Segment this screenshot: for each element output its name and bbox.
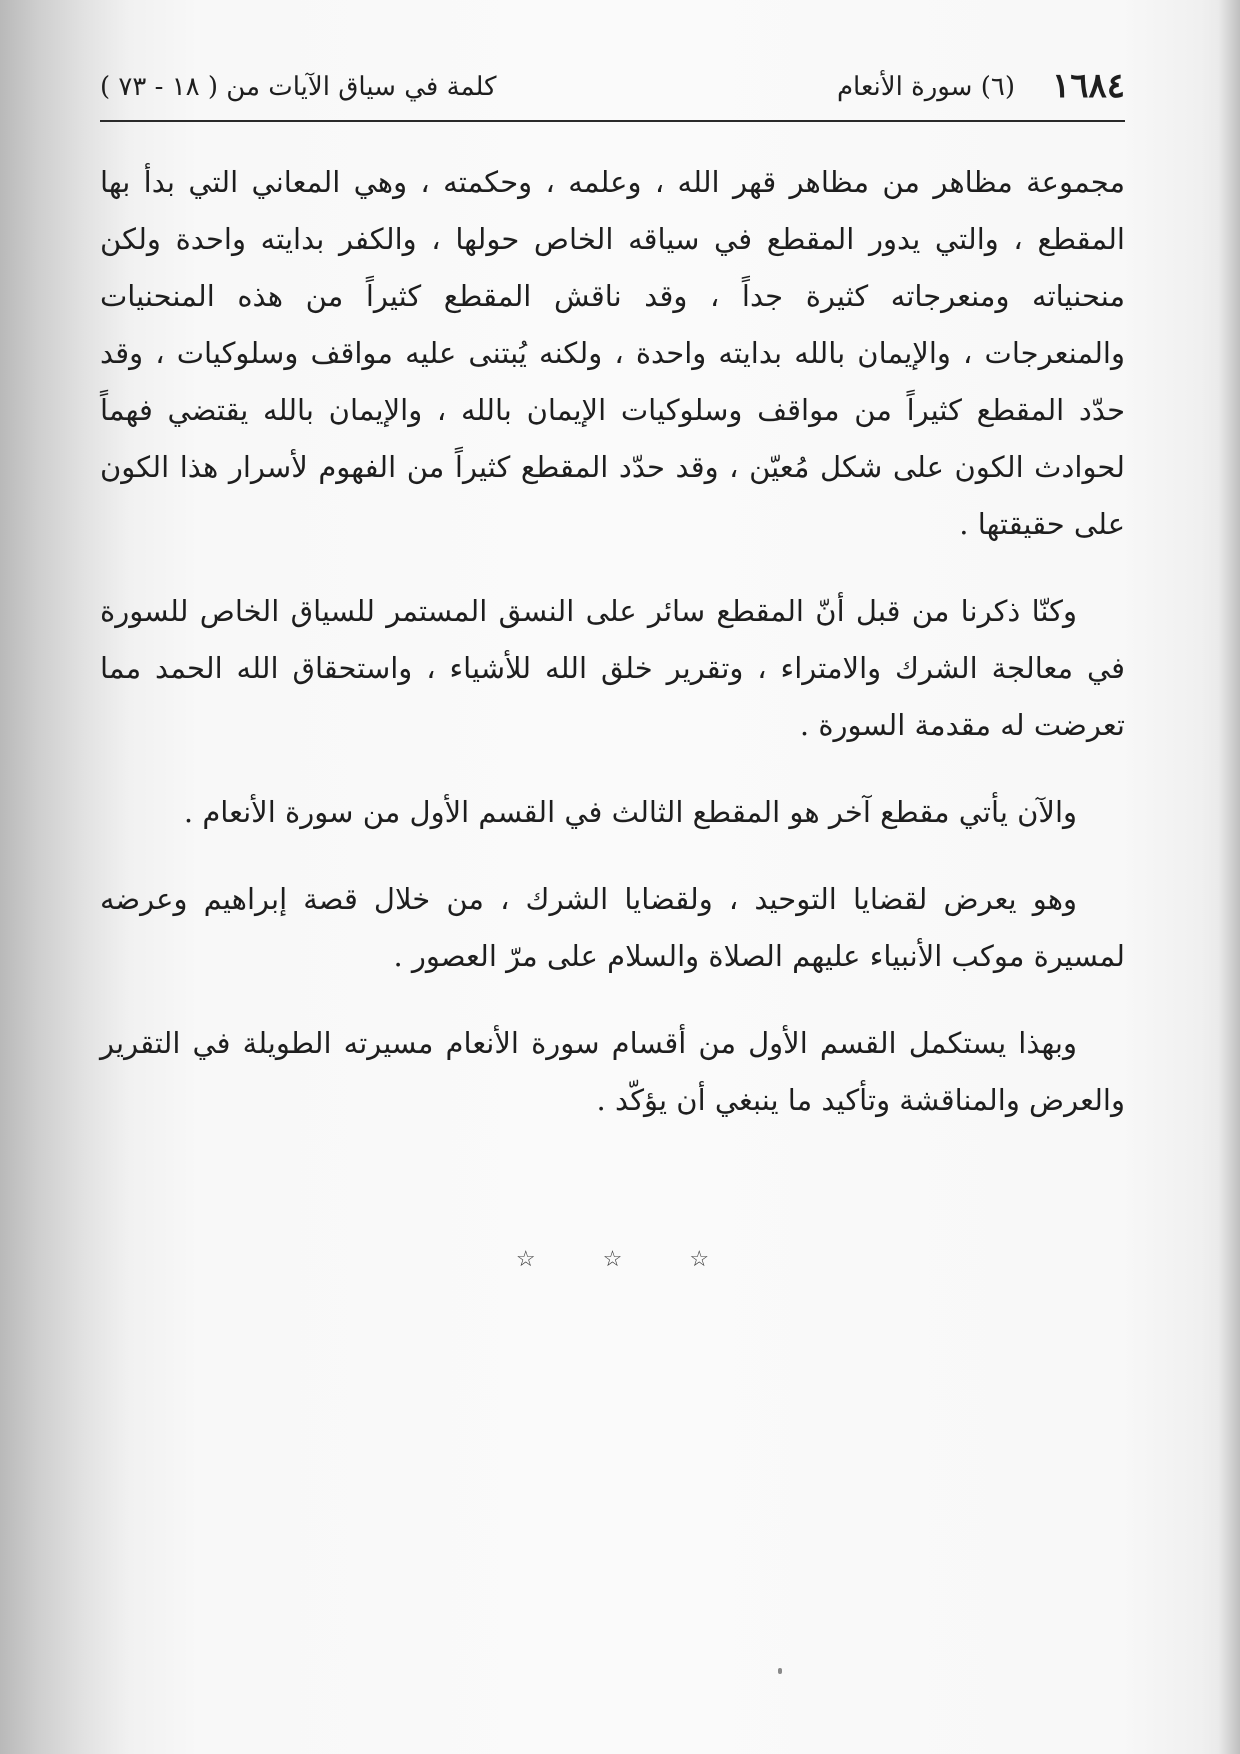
- section-label: كلمة في سياق الآيات من ( ١٨ - ٧٣ ): [100, 72, 497, 102]
- paragraph-4: وهو يعرض لقضايا التوحيد ، ولقضايا الشرك ، من خلال قصة إبراهيم وعرضه لمسيرة موكب الأنبياء عليهم الصلاة والسلام على مرّ العصور .: [100, 882, 1125, 973]
- scan-speck: [778, 1668, 782, 1674]
- section-ornament: [100, 1247, 1125, 1272]
- star-icon: ☆: [602, 1247, 623, 1272]
- page-number: ١٦٨٤: [1051, 66, 1125, 106]
- body-text: [100, 154, 1125, 1129]
- paragraph-3: والآن يأتي مقطع آخر هو المقطع الثالث في القسم الأول من سورة الأنعام .: [183, 795, 1077, 829]
- star-icon: ☆: [515, 1247, 536, 1272]
- surah-label: (٦) سورة الأنعام: [836, 72, 1015, 102]
- star-icon: ☆: [689, 1247, 710, 1272]
- paragraph-2: وكنّا ذكرنا من قبل أنّ المقطع سائر على النسق المستمر للسياق الخاص للسورة في معالجة الشرك والامتراء ، وتقرير خلق الله للأشياء ، واستحقاق الله الحمد مما تعرضت له مقدمة السورة .: [100, 594, 1125, 742]
- running-header: [100, 60, 1125, 122]
- page-edge-shadow: [1218, 0, 1240, 1754]
- book-page: [100, 60, 1125, 1272]
- paragraph-5: وبهذا يستكمل القسم الأول من أقسام سورة الأنعام مسيرته الطويلة في التقرير والعرض والمناقشة وتأكيد ما ينبغي أن يؤكّد .: [100, 1026, 1125, 1117]
- paragraph-1: مجموعة مظاهر من مظاهر قهر الله ، وعلمه ، وحكمته ، وهي المعاني التي بدأ بها المقطع ، والتي يدور المقطع في سياقه الخاص حولها ، والكفر بدايته واحدة ولكن منحنياته ومنعرجاته كثيرة جداً ، وقد ناقش المقطع كثيراً من هذه المنحنيات والمنعرجات ، والإيمان بالله بدايته واحدة ، ولكنه يُبتنى عليه مواقف وسلوكيات ، وقد حدّد المقطع كثيراً من مواقف وسلوكيات الإيمان بالله ، والإيمان بالله يقتضي فهماً لحوادث الكون على شكل مُعيّن ، وقد حدّد المقطع كثيراً من الفهوم لأسرار هذا الكون على حقيقتها .: [100, 165, 1125, 541]
